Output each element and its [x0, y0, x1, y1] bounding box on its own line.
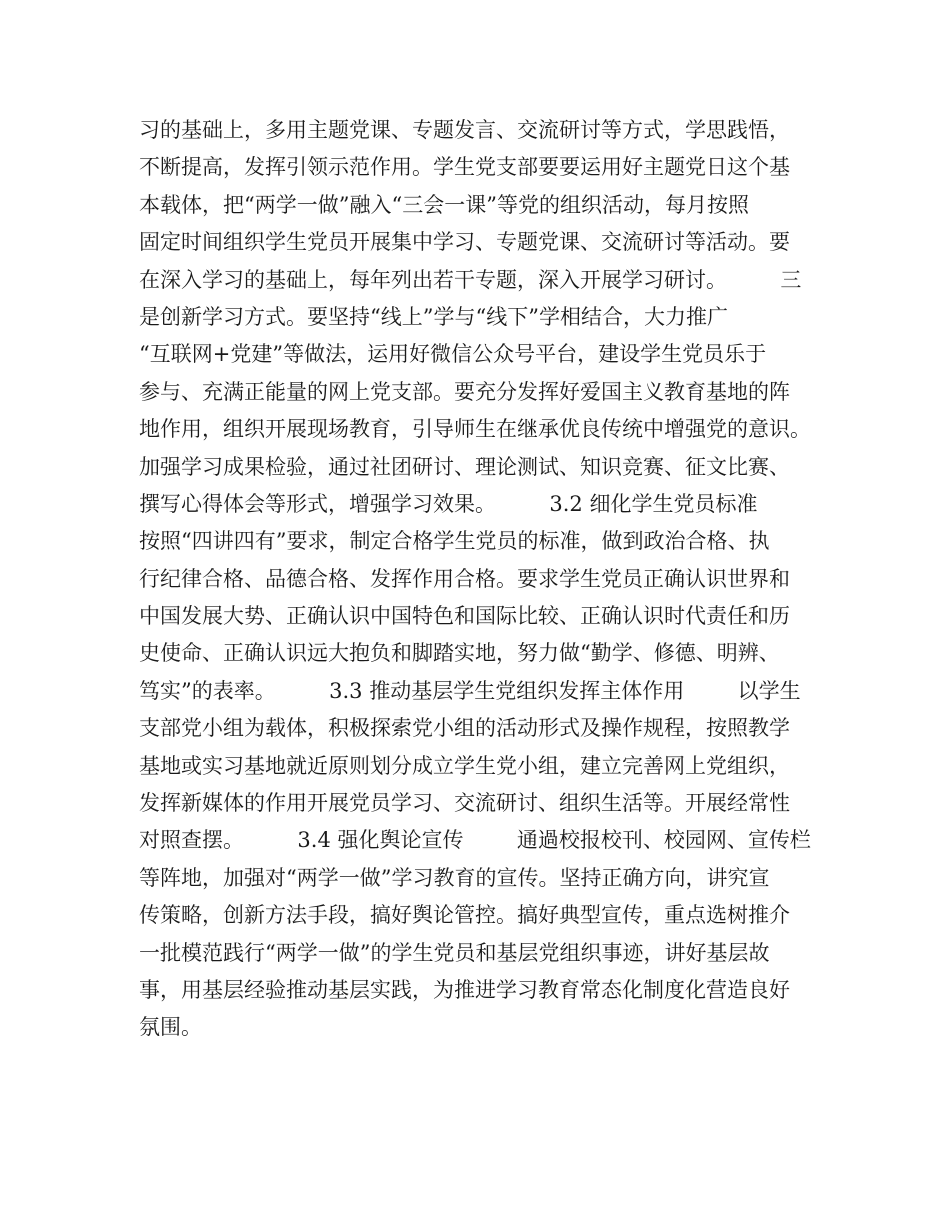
text-line: 一批模范践行“两学一做”的学生党员和基层党组织事迹，讲好基层故: [139, 940, 770, 965]
text-line: 撰写心得体会等形式，增强学习效果。 3.2 细化学生党员标准: [139, 491, 758, 516]
text-line: 支部党小组为载体，积极探索党小组的活动形式及操作规程，按照教学: [139, 716, 790, 741]
text-line: 氛围。: [139, 1015, 202, 1040]
text-line: 笃实”的表率。 3.3 推动基层学生党组织发挥主体作用 以学生: [139, 678, 801, 703]
text-line: 参与、充满正能量的网上党支部。要充分发挥好爱国主义教育基地的阵: [139, 379, 790, 404]
text-line: 传策略，创新方法手段，搞好舆论管控。搞好典型宣传，重点选树推介: [139, 903, 790, 928]
text-line: 发挥新媒体的作用开展党员学习、交流研讨、组织生活等。开展经常性: [139, 791, 790, 816]
text-line: “互联网+党建”等做法，运用好微信公众号平台，建设学生党员乐于: [139, 342, 767, 367]
body-text: [139, 112, 829, 1047]
text-line: 在深入学习的基础上，每年列出若干专题，深入开展学习研讨。 三: [139, 267, 802, 292]
text-line: 是创新学习方式。要坚持“线上”学与“线下”学相结合，大力推广: [139, 304, 728, 329]
text-line: 习的基础上，多用主题党课、专题发言、交流研讨等方式，学思践悟，: [139, 118, 790, 142]
text-line: 史使命、正确认识远大抱负和脚踏实地，努力做“勤学、修德、明辨、: [139, 641, 780, 666]
text-line: 等阵地，加强对“两学一做”学习教育的宣传。坚持正确方向，讲究宣: [139, 865, 770, 890]
text-line: 地作用，组织开展现场教育，引导师生在继承优良传统中增强党的意识。: [139, 417, 811, 442]
text-line: 对照查摆。 3.4 强化舆论宣传 通過校报校刊、校园网、宣传栏: [139, 828, 811, 853]
text-line: 中国发展大势、正确认识中国特色和国际比较、正确认识时代责任和历: [139, 604, 790, 629]
text-line: 按照“四讲四有”要求，制定合格学生党员的标准，做到政治合格、执: [139, 529, 770, 554]
text-line: 不断提高，发挥引领示范作用。学生党支部要要运用好主题党日这个基: [139, 155, 790, 180]
text-line: 行纪律合格、品德合格、发挥作用合格。要求学生党员正确认识世界和: [139, 566, 790, 591]
text-line: 本载体，把“两学一做”融入“三会一课”等党的组织活动，每月按照: [139, 192, 749, 217]
text-line: 加强学习成果检验，通过社团研讨、理论测试、知识竞赛、征文比赛、: [139, 454, 790, 479]
text-line: 固定时间组织学生党员开展集中学习、专题党课、交流研讨等活动。要: [139, 230, 790, 255]
text-line: 事，用基层经验推动基层实践，为推进学习教育常态化制度化营造良好: [139, 977, 790, 1002]
text-line: 基地或实习基地就近原则划分成立学生党小组，建立完善网上党组织，: [139, 753, 790, 778]
